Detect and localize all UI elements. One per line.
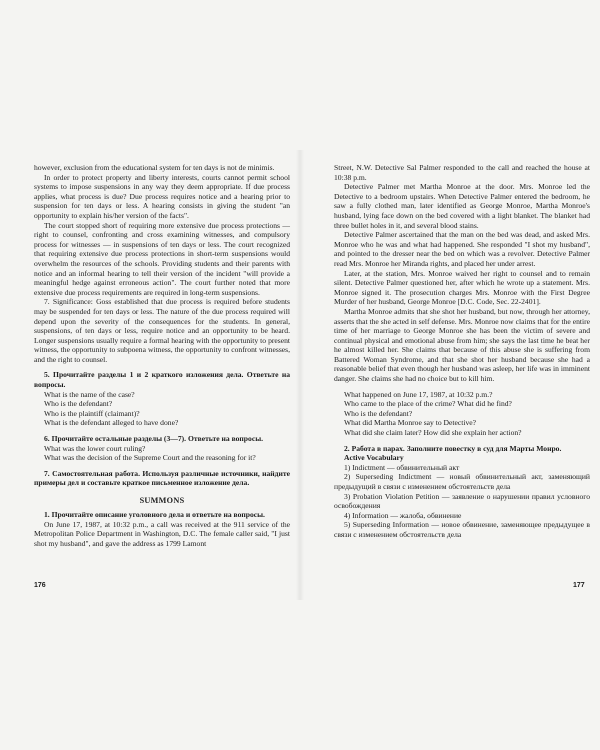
vocab-heading: Active Vocabulary bbox=[344, 453, 404, 463]
task-2 bbox=[334, 444, 590, 540]
task-6-title: 6. Прочитайте остальные разделы (3—7). Ответьте на вопросы. bbox=[44, 434, 264, 444]
vocab-item: 1) Indictment — обвинительный акт bbox=[344, 462, 460, 472]
question: Who came to the place of the crime? What did he find? bbox=[344, 399, 512, 409]
question: Who is the defendant? bbox=[344, 408, 413, 418]
task-5-title: 5. Прочитайте разделы 1 и 2 краткого изложения дела. Ответьте на вопросы. bbox=[34, 370, 290, 390]
task-2-title: 2. Работа в парах. Заполните повестку в суд для Марты Монро. bbox=[344, 443, 562, 453]
task-7 bbox=[34, 469, 290, 488]
task-1-title: 1. Прочитайте описание уголовного дела и ответьте на вопросы. bbox=[44, 510, 265, 519]
question: What is the name of the case? bbox=[44, 389, 135, 399]
task-7-title: 7. Самостоятельная работа. Используя различные источники, найдите примеры дел и составьте краткое письменное изложение дела. bbox=[34, 468, 290, 488]
paragraph: Detective Palmer met Martha Monroe at the door. Mrs. Monroe led the Detective to a bedroom upstairs. When Detective Palmer entered the bedroom, he saw a fully clothed man, later identified as George Monroe, Martha Monroe's husband, lying face down on the bed covered with a light blanket. The blanket had three bullet holes in it, and several blood stains. bbox=[334, 182, 590, 230]
task-5 bbox=[34, 370, 290, 428]
summons-paragraph: On June 17, 1987, at 10:32 p.m., a call was received at the 911 service of the Metropolitan Police Department in Washington, D.C. The female caller said, "I just shot my husband", and gave the address as 1799 Lamont bbox=[34, 519, 290, 548]
question-list bbox=[334, 390, 590, 438]
paragraph: In order to protect property and liberty interests, courts cannot permit school systems to impose suspensions in any way they deem appropriate. If due process applies, what process is due? Due process requires notice and a hearing prior to suspension for ten days or less. A hearing consists in giving the student "an opportunity to explain his/her version of the facts". bbox=[34, 172, 290, 220]
paragraph-significance: 7. Significance: Goss established that due process is required before students may be suspended for ten days or less. The nature of the due process required will depend upon the severity of the consequences for the students. In general, suspensions, of ten days or less, require notice and an opportunity to be heard. Longer suspensions usually require a formal hearing with the opportunity to present witness, the opportunity to subpoena witness, the opportunity to confront witnesses, and the right to counsel. bbox=[34, 297, 290, 364]
vocab-item: 4) Information — жалоба, обвинение bbox=[344, 510, 462, 520]
question: Who is the plaintiff (claimant)? bbox=[44, 408, 140, 418]
question: Who is the defendant? bbox=[44, 399, 113, 409]
paragraph: Detective Palmer ascertained that the man on the bed was dead, and asked Mrs. Monroe who he was and what had happened. She responded "I shot my husband", and pointed to the dresser near the bed on which was a revolver. Detective Palmer read Mrs. Monroe her Miranda rights, and placed her under arrest. bbox=[334, 230, 590, 268]
question: What was the decision of the Supreme Court and the reasoning for it? bbox=[44, 453, 256, 463]
page-gutter bbox=[296, 150, 304, 600]
page-number-right: 177 bbox=[573, 582, 585, 589]
right-page bbox=[334, 163, 590, 540]
left-page bbox=[34, 163, 290, 548]
question: What did Martha Monroe say to Detective? bbox=[344, 418, 477, 428]
page-number-left: 176 bbox=[34, 582, 46, 589]
question: What was the lower court ruling? bbox=[44, 443, 146, 453]
summons-heading: SUMMONS bbox=[139, 496, 185, 505]
paragraph: Later, at the station, Mrs. Monroe waived her right to counsel and to remain silent. Detective Palmer questioned her, after which he wrote up a statement. Mrs. Monroe signed it. The prosecution charges Mrs. Monroe with the First Degree Murder of her husband, George Monroe [D.C. Code, Sec. 22-2401]. bbox=[334, 268, 590, 307]
question: What did she claim later? How did she explain her action? bbox=[344, 428, 522, 438]
vocab-item: 3) Probation Violation Petition — заявление о нарушении правил условного освобождения bbox=[334, 491, 590, 511]
question: What is the defendant alleged to have done? bbox=[44, 418, 179, 428]
question: What happened on June 17, 1987, at 10:32 p.m.? bbox=[344, 389, 493, 399]
paragraph: Street, N.W. Detective Sal Palmer responded to the call and reached the house at 10:38 p.m. bbox=[334, 163, 590, 182]
task-6 bbox=[34, 434, 290, 463]
paragraph: The court stopped short of requiring more extensive due process protections — right to counsel, confronting and cross examining witnesses, and compulsory process for witnesses — in suspensions of ten days or less. The court recognized that requiring extensive due process protections in short-term suspensions would overwhelm the resources of the schools. Providing students and their parents with notice and an informal hearing to tell their version of the incident "will provide a meaningful hedge against erroneous action". The court further noted that more extensive due process requirements are required in long-term suspensions. bbox=[34, 220, 290, 297]
paragraph: Martha Monroe admits that she shot her husband, but now, through her attorney, asserts that the she acted in self defense. Mrs. Monroe now claims that for the entire time of her marriage to George Monroe she has been the victim of severe and continual physical and emotional abuse from him; she says the last time he beat her he almost killed her. She claims that because of this abuse she is suffering from Battered Woman Syndrome, and that she shot her husband because she had a reasonable belief that even though her husband was asleep, her life was in imminent danger. She claims she had no choice but to kill him. bbox=[334, 306, 590, 384]
paragraph: however, exclusion from the educational system for ten days is not de minimis. bbox=[34, 163, 275, 172]
vocab-item: 2) Superseding Indictment — новый обвинительный акт, заменяющий предыдущий в связи с изменением обстоятельств дела bbox=[334, 472, 590, 491]
vocab-item: 5) Superseding Information — новое обвинение, заменяющее предыдущее в связи с изменением обстоятельств дела bbox=[334, 520, 590, 539]
